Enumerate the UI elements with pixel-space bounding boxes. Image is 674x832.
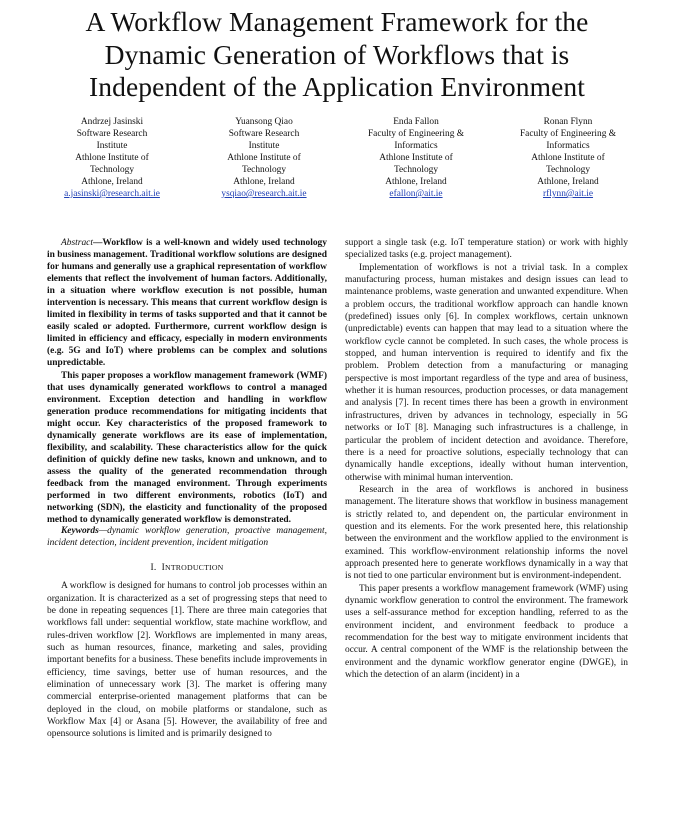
author-4 xyxy=(494,116,642,200)
author-name: Ronan Flynn xyxy=(543,117,593,127)
author-email-link[interactable]: rflynn@ait.ie xyxy=(542,189,594,199)
section-title-initial: I xyxy=(161,562,165,573)
author-affiliation-line: Athlone, Ireland xyxy=(385,177,447,187)
author-affiliation-line: Institute xyxy=(96,141,128,151)
abstract-label: Abstract xyxy=(61,238,93,248)
author-affiliation-line: Institute xyxy=(248,141,280,151)
author-affiliation-line: Software Research xyxy=(228,129,300,139)
author-affiliation-line: Athlone, Ireland xyxy=(233,177,295,187)
author-email-link[interactable]: ysqiao@research.ait.ie xyxy=(221,189,307,199)
author-affiliation-line: Technology xyxy=(241,165,287,175)
author-affiliation-line: Informatics xyxy=(394,141,438,151)
author-1 xyxy=(38,116,186,200)
intro-paragraph-2: Implementation of workflows is not a trivial task. In a complex manufacturing process, human mistakes and design issues can lead to maintenance problems, waste generation and unwanted expenditure. When a problem occurs, the traditional workflow approach can handle known (predefined) issues only [6]. In complex workflows, certain unknown (unpredictable) events can happen that may lead to a situation where the workflow cycle cannot be completed. In such cases, the whole process is stopped, and human intervention is required to identify and fix the problem. Problem detection from a manufacturing or managing perspective is most important regardless of the type and area of business, whether it is human resources, production processes, or data management and analysis [7]. In recent times there has been a growth in environment infrastructures, driven by advances in technology, especially in 5G networks or IoT [8]. Managing such infrastructures is a challenge, in particular the problem of incident detection and avoidance. Therefore, there is a need for proactive solutions, especially technology that can dynamically handle exceptions, ideally without human intervention, otherwise with minimal human intervention. xyxy=(345,262,628,483)
author-name: Yuansong Qiao xyxy=(235,117,293,127)
keywords-text: —dynamic workflow generation, proactive management, incident detection, incident prevention, incident mitigation xyxy=(47,526,327,549)
author-affiliation-line: Athlone Institute of xyxy=(531,153,605,163)
title-line-2: Dynamic Generation of Workflows that is xyxy=(104,38,570,70)
intro-paragraph-4: This paper presents a workflow management framework (WMF) using dynamic workflow generation to control the environment. The framework uses a self-assurance method for exception handling, referred to as the environment incident, and environment feedback to produce a recommendation for the best way to mitigate environment incidents that occur. A central component of the WMF is the relationship between the environment and the dynamic workflow generator engine (DWGE), in which the detection of an alarm (incident) in a xyxy=(345,583,628,681)
author-affiliation-line: Athlone Institute of xyxy=(379,153,453,163)
author-name: Enda Fallon xyxy=(393,117,439,127)
keywords-label: Keywords xyxy=(61,526,99,537)
author-email-link[interactable]: a.jasinski@research.ait.ie xyxy=(64,189,160,199)
author-name: Andrzej Jasinski xyxy=(80,117,144,127)
author-affiliation-line: Faculty of Engineering & xyxy=(367,129,465,139)
author-block xyxy=(30,116,644,208)
author-affiliation-line: Technology xyxy=(89,165,135,175)
author-email-link[interactable]: efallon@ait.ie xyxy=(389,189,443,199)
author-affiliation-line: Athlone Institute of xyxy=(227,153,301,163)
title-line-1: A Workflow Management Framework for the xyxy=(85,6,589,37)
abstract-text-1: —Workflow is a well-known and widely used technology in business management. Traditional workflow solutions are designed for humans and generally use a graphical representation of workflow elements that reflect the involvement of human factors. Additionally, in a situation where workflow execution is not possible, human intervention is necessary. This means that current workflow design is limited in flexibility in terms of tasks supported and that it cannot be easily scaled or adopted. Furthermore, current workflow design is limited in efficiency and efficacy, especially in modern environments (e.g. 5G and IoT) where problems can be complex and solutions unpredictable. xyxy=(47,238,327,369)
author-affiliation-line: Technology xyxy=(545,165,591,175)
section-numeral: I. xyxy=(150,562,157,573)
author-affiliation-line: Faculty of Engineering & xyxy=(519,129,617,139)
title-line-3: Independent of the Application Environment xyxy=(88,71,586,102)
author-2 xyxy=(190,116,338,200)
section-title-rest: NTRODUCTION xyxy=(164,562,224,572)
intro-paragraph-continued: support a single task (e.g. IoT temperature station) or work with highly specialized tasks (e.g. project management). xyxy=(345,238,628,261)
author-affiliation-line: Informatics xyxy=(546,141,590,151)
author-affiliation-line: Software Research xyxy=(76,129,148,139)
author-3 xyxy=(342,116,490,200)
intro-paragraph-3: Research in the area of workflows is anchored in business management. The literature shows that workflow in business management is strictly related to, and dependent on, the particular environment in question and its elements. For the work presented here, this relationship between the environment and the workflow applied to the environment is examined. This workflow-environment relationship informs the novel approach presented here to generate workflows dynamically in a way that is not tied to one particular environment but is environment-independent. xyxy=(345,484,628,582)
keywords-paragraph xyxy=(47,526,327,550)
intro-paragraph-1: A workflow is designed for humans to control job processes within an organization. It is characterized as a set of progressing steps that need to be done in repeating sequences [1]. There are three main categories that workflows fall under: sequential workflow, state machine workflow, and rules-driven workflow [2]. Workflows are implemented in many areas, such as human resources, finance, marketing and sales, providing important benefits for a business. These benefits include improvements in efficiency, time savings, better use of human resources, and the elimination of unnecessary work [3]. The market is offering many commercial enterprise-oriented management platforms that can be deployed in the cloud, on mobile platforms or standalone, such as Workflow Max [4] or Asana [5]. However, the availability of free and opensource solutions is limited and is primarily designed to xyxy=(47,581,327,740)
abstract-paragraph-2: This paper proposes a workflow management framework (WMF) that uses dynamically generated workflows to control a managed environment. Exception detection and handling in workflow generation produce recommendations for mitigating incidents that might occur. Key characteristics of the proposed framework to dynamically generate workflows are its ease of implementation, flexibility, and scalability. These characteristics allow for the quick definition of quickly define new tasks, known and unknown, and to assess the quality of the generated recommendation through feedback from the managed environment. Through experiments performed in two different environments, robotics (IoT) and networking (SDN), the elasticity and functionality of the proposed method to dynamically generated workflow is demonstrated. xyxy=(47,370,327,526)
paper-title xyxy=(20,6,654,104)
abstract-paragraph-1 xyxy=(47,237,327,370)
author-affiliation-line: Athlone, Ireland xyxy=(537,177,599,187)
left-column xyxy=(47,237,327,741)
author-affiliation-line: Athlone, Ireland xyxy=(81,177,143,187)
right-column xyxy=(345,237,628,681)
author-affiliation-line: Athlone Institute of xyxy=(75,153,149,163)
section-heading-introduction xyxy=(47,562,327,574)
author-affiliation-line: Technology xyxy=(393,165,439,175)
